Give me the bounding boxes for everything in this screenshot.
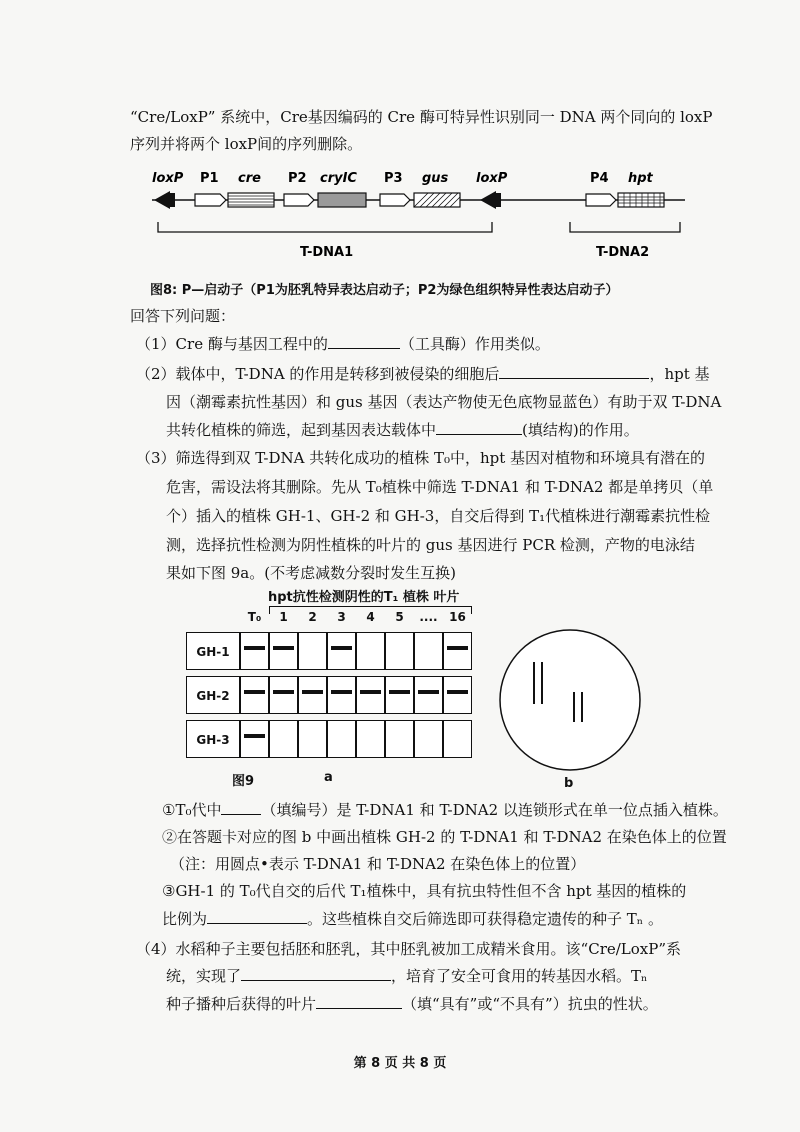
question-3-line-5: 果如下图 9a。(不考虑减数分裂时发生互换) (166, 564, 456, 582)
gel-column-label: 16 (449, 610, 466, 624)
label-cryic: cryIC (320, 171, 357, 186)
question-4-line-3: 种子播种后获得的叶片 （填“具有”或“不具有”）抗虫的性状。 (166, 991, 658, 1017)
sub1-blank[interactable] (221, 798, 261, 815)
sub-question-1: ①T₀代中 （填编号）是 T-DNA1 和 T-DNA2 以连锁形式在单一位点插入植株。 (162, 797, 728, 823)
question-3-line-3: 个）插入的植株 GH-1、GH-2 和 GH-3，自交后得到 T₁代植株进行潮霉素抗性检 (166, 507, 711, 525)
gel-column-label: 1 (279, 610, 288, 624)
fig9-label: 图9 (232, 774, 255, 789)
gel-lane (443, 676, 472, 714)
p1-promoter (195, 194, 226, 206)
question-1: （1）Cre 酶与基因工程中的 （工具酶）作用类似。 (136, 331, 550, 357)
p2-promoter (284, 194, 314, 206)
tdna1-bracket (158, 222, 492, 232)
gel-column-label: 4 (366, 610, 375, 624)
cryic-gene (318, 193, 366, 207)
question-3-line-4: 测，选择抗性检测为阴性植株的叶片的 gus 基因进行 PCR 检测，产物的电泳结 (166, 536, 695, 554)
gel-lane (443, 720, 472, 758)
label-loxp-2: loxP (476, 171, 508, 186)
gel-band (331, 690, 352, 694)
p3-promoter (380, 194, 410, 206)
gel-lane (414, 720, 443, 758)
gel-lane (327, 720, 356, 758)
gel-column-label: .... (419, 610, 438, 624)
gel-figure (186, 606, 486, 766)
q2-blank-2[interactable] (436, 418, 522, 435)
lane-bracket (269, 606, 472, 614)
intro-line-1: “Cre/LoxP” 系统中，Cre基因编码的 Cre 酶可特异性识别同一 DNA 两个同向的 loxP (130, 108, 713, 126)
label-p3: P3 (384, 171, 403, 186)
sub-question-3-line-2: 比例为 。这些植株自交后筛选即可获得稳定遗传的种子 Tₙ 。 (162, 906, 663, 932)
gel-band (418, 690, 439, 694)
gel-lane (385, 676, 414, 714)
gel-lane (356, 632, 385, 670)
label-p2: P2 (288, 171, 307, 186)
tdna2-bracket (570, 222, 680, 232)
label-cre: cre (238, 171, 261, 186)
gel-lane (269, 676, 298, 714)
gel-column-label: 5 (395, 610, 404, 624)
gel-lane (240, 720, 269, 758)
loxp-left-arrow (154, 191, 170, 209)
question-4-line-2: 统，实现了 ，培育了安全可食用的转基因水稻。Tₙ (166, 963, 648, 989)
gel-column-label: T₀ (247, 610, 262, 624)
sub3-blank[interactable] (207, 907, 307, 924)
gel-band (302, 690, 323, 694)
label-loxp-1: loxP (152, 171, 184, 186)
page-number: 第 8 页 共 8 页 (353, 1056, 447, 1071)
label-hpt: hpt (628, 171, 653, 186)
gel-column-label: 3 (337, 610, 346, 624)
q1-blank[interactable] (328, 332, 400, 349)
gel-band (244, 690, 265, 694)
loxp-right-arrow (480, 191, 496, 209)
chromosome-circle (496, 626, 644, 774)
gel-lane (327, 676, 356, 714)
gel-band (389, 690, 410, 694)
gel-lane (327, 632, 356, 670)
gel-column-label: 2 (308, 610, 317, 624)
question-3-line-2: 危害，需设法将其删除。先从 T₀植株中筛选 T-DNA1 和 T-DNA2 都是单拷贝（单 (166, 478, 714, 496)
fig9a-label: a (324, 770, 333, 785)
p4-promoter (586, 194, 616, 206)
gel-lane (269, 632, 298, 670)
label-p4: P4 (590, 171, 609, 186)
gel-lane (414, 676, 443, 714)
question-3-line-1: （3）筛选得到双 T-DNA 共转化成功的植株 T₀中，hpt 基因对植物和环境具有潜在的 (136, 449, 706, 467)
label-p1: P1 (200, 171, 219, 186)
gel-lane (298, 632, 327, 670)
gel-lane (298, 720, 327, 758)
gel-lane (414, 632, 443, 670)
gel-lane (385, 632, 414, 670)
fig9b-label: b (564, 776, 574, 791)
tdna1-label: T-DNA1 (300, 245, 354, 260)
q2-blank-1[interactable] (499, 362, 649, 379)
gel-lane (385, 720, 414, 758)
q4-blank-2[interactable] (316, 992, 402, 1009)
gel-lane (240, 676, 269, 714)
gel-band (273, 690, 294, 694)
fig8-caption: 图8: P—启动子（P1为胚乳特异表达启动子；P2为绿色组织特异性表达启动子） (150, 283, 619, 298)
gel-row-label: GH-1 (186, 632, 240, 670)
tdna2-label: T-DNA2 (596, 245, 650, 260)
question-2-line-3: 共转化植株的筛选，起到基因表达载体中 (填结构)的作用。 (166, 417, 639, 443)
gel-band (447, 646, 468, 650)
question-4-line-1: （4）水稻种子主要包括胚和胚乳，其中胚乳被加工成精米食用。该“Cre/LoxP”系 (136, 940, 682, 958)
gel-band (244, 734, 265, 738)
sub-question-3-line-1: ③GH-1 的 T₀代自交的后代 T₁植株中，具有抗虫特性但不含 hpt 基因的植株的 (162, 882, 687, 900)
gel-band (360, 690, 381, 694)
tdna-diagram (140, 160, 700, 270)
gel-lane (269, 720, 298, 758)
gel-lane (443, 632, 472, 670)
gel-lane (240, 632, 269, 670)
gel-band (447, 690, 468, 694)
gel-lane (356, 676, 385, 714)
intro-line-2: 序列并将两个 loxP间的序列删除。 (130, 135, 363, 153)
gel-row-label: GH-2 (186, 676, 240, 714)
gel-band (244, 646, 265, 650)
gel-row-label: GH-3 (186, 720, 240, 758)
fig9-header: hpt抗性检测阴性的T₁ 植株 叶片 (268, 590, 460, 605)
gel-lane (298, 676, 327, 714)
question-2-line-1: （2）载体中，T-DNA 的作用是转移到被侵染的细胞后 ，hpt 基 (136, 361, 710, 387)
gel-band (331, 646, 352, 650)
answer-prompt: 回答下列问题： (130, 307, 236, 325)
sub-question-2-note: （注：用圆点•表示 T-DNA1 和 T-DNA2 在染色体上的位置） (170, 855, 586, 873)
q4-blank-1[interactable] (241, 964, 391, 981)
sub-question-2: ②在答题卡对应的图 b 中画出植株 GH-2 的 T-DNA1 和 T-DNA2 在染色体上的位置 (162, 828, 727, 846)
question-2-line-2: 因（潮霉素抗性基因）和 gus 基因（表达产物使无色底物显蓝色）有助于双 T-DNA (166, 393, 722, 411)
gel-lane (356, 720, 385, 758)
label-gus: gus (422, 171, 449, 186)
gel-band (273, 646, 294, 650)
